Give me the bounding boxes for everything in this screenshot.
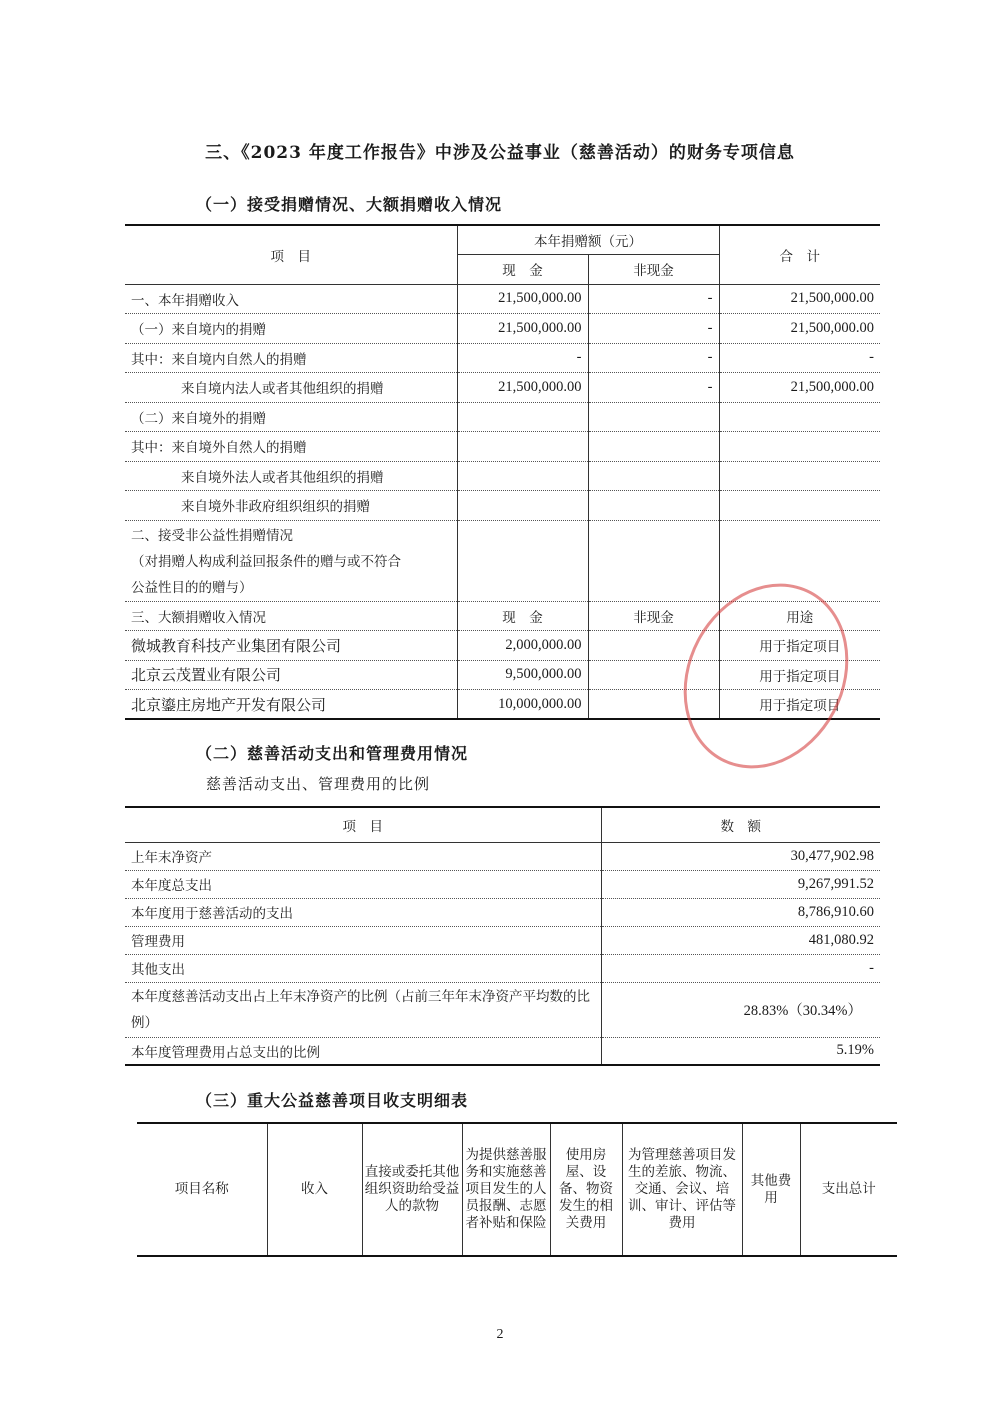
cell-use: 用于指定项目	[719, 690, 880, 720]
cell-cash: 21,500,000.00	[457, 314, 588, 344]
cell-noncash	[588, 520, 719, 601]
header-amount: 本年捐赠额（元）	[457, 225, 719, 255]
cell-cash: 10,000,000.00	[457, 690, 588, 720]
row-label: 上年末净资产	[125, 842, 601, 870]
large-donation-header	[125, 601, 880, 631]
cell-noncash: -	[588, 373, 719, 403]
cell-noncash	[588, 432, 719, 462]
table-row	[125, 898, 880, 926]
col-personnel: 为提供慈善服务和实施慈善项目发生的人员报酬、志愿者补贴和保险	[462, 1123, 550, 1256]
col-direct-aid: 直接或委托其他组织资助给受益人的款物	[362, 1123, 462, 1256]
row-value: 8,786,910.60	[601, 898, 880, 926]
nonpublic-line3: 公益性目的的赠与）	[131, 579, 253, 596]
row-value: 28.83%（30.34%）	[601, 982, 880, 1037]
cell-cash: 9,500,000.00	[457, 660, 588, 690]
table-row	[125, 926, 880, 954]
cell-total	[719, 520, 880, 601]
section2-title: （二）慈善活动支出和管理费用情况	[196, 744, 469, 763]
cell-cash: 21,500,000.00	[457, 373, 588, 403]
header-amount: 数 额	[601, 807, 880, 842]
cell-noncash	[588, 631, 719, 661]
nonpublic-label	[125, 520, 457, 601]
cell-cash: -	[457, 343, 588, 373]
section1-title: （一）接受捐赠情况、大额捐赠收入情况	[196, 195, 503, 214]
cell-total	[719, 432, 880, 462]
cell-total: 21,500,000.00	[719, 373, 880, 403]
cell-cash	[457, 402, 588, 432]
table-row	[125, 373, 880, 403]
row-value: 30,477,902.98	[601, 842, 880, 870]
header-item: 项 目	[125, 807, 601, 842]
header-total: 合 计	[719, 225, 880, 284]
row-label: 管理费用	[125, 926, 601, 954]
table-row	[125, 870, 880, 898]
row-label: 本年度总支出	[125, 870, 601, 898]
header-cash: 现 金	[457, 255, 588, 285]
row-label: （二）来自境外的捐赠	[125, 402, 457, 432]
cell-total	[719, 461, 880, 491]
col-facilities: 使用房屋、设备、物资发生的相关费用	[550, 1123, 622, 1256]
cell-total	[719, 402, 880, 432]
table-row	[125, 402, 880, 432]
header-noncash: 非现金	[588, 255, 719, 285]
section2-subtitle: 慈善活动支出、管理费用的比例	[206, 775, 431, 793]
cell-total	[719, 491, 880, 521]
cell-noncash	[588, 461, 719, 491]
col-project-name: 项目名称	[174, 1181, 229, 1197]
table-row	[125, 954, 880, 982]
cell-noncash	[588, 690, 719, 720]
row-label: 其他支出	[125, 954, 601, 982]
large-header-use: 用途	[719, 601, 880, 631]
table-header-row	[125, 225, 880, 255]
row-label: 来自境外非政府组织组织的捐赠	[125, 491, 457, 521]
table-header-row	[137, 1123, 897, 1256]
table-row	[125, 343, 880, 373]
row-label: 本年度用于慈善活动的支出	[125, 898, 601, 926]
report-heading: 三、《2023 年度工作报告》中涉及公益事业（慈善活动）的财务专项信息	[205, 143, 795, 163]
large-header-cash: 现 金	[457, 601, 588, 631]
row-label: 其中：来自境内自然人的捐赠	[125, 343, 457, 373]
row-label: 本年度慈善活动支出占上年末净资产的比例（占前三年年末净资产平均数的比例）	[125, 982, 601, 1037]
cell-noncash	[588, 660, 719, 690]
table-row	[125, 284, 880, 314]
table-row	[125, 842, 880, 870]
cell-cash	[457, 432, 588, 462]
table-row	[125, 982, 880, 1037]
row-value: 9,267,991.52	[601, 870, 880, 898]
row-label: 其中：来自境外自然人的捐赠	[125, 432, 457, 462]
cell-total: 21,500,000.00	[719, 314, 880, 344]
row-value: -	[601, 954, 880, 982]
cell-noncash: -	[588, 343, 719, 373]
cell-cash: 2,000,000.00	[457, 631, 588, 661]
row-label: 本年度管理费用占总支出的比例	[131, 1044, 320, 1061]
charity-expense-table	[125, 806, 880, 1066]
large-header-label: 三、大额捐赠收入情况	[125, 601, 457, 631]
donation-income-table	[125, 224, 880, 720]
nonpublic-line2: （对捐赠人构成利益回报条件的赠与或不符合	[131, 553, 401, 570]
cell-use: 用于指定项目	[719, 660, 880, 690]
cell-cash: 21,500,000.00	[457, 284, 588, 314]
section3-title: （三）重大公益慈善项目收支明细表	[196, 1091, 469, 1110]
col-other: 其他费用	[742, 1123, 800, 1256]
cell-use: 用于指定项目	[719, 631, 880, 661]
row-label: 来自境内法人或者其他组织的捐赠	[125, 373, 457, 403]
table-row	[125, 491, 880, 521]
cell-cash	[457, 491, 588, 521]
donor-name: 北京鎏庄房地产开发有限公司	[131, 695, 327, 714]
large-header-noncash: 非现金	[588, 601, 719, 631]
cell-noncash	[588, 402, 719, 432]
col-management: 为管理慈善项目发生的差旅、物流、交通、会议、培训、审计、评估等费用	[622, 1123, 742, 1256]
col-total-expense: 支出总计	[800, 1123, 897, 1256]
header-item: 项 目	[125, 225, 457, 284]
table-row	[125, 432, 880, 462]
donor-name: 微城教育科技产业集团有限公司	[125, 631, 457, 661]
row-value: 481,080.92	[601, 926, 880, 954]
table-header-row	[125, 807, 880, 842]
table-row	[125, 314, 880, 344]
row-label: 来自境外法人或者其他组织的捐赠	[125, 461, 457, 491]
cell-cash	[457, 520, 588, 601]
cell-noncash: -	[588, 284, 719, 314]
row-value: 5.19%	[601, 1037, 880, 1065]
major-project-table	[137, 1122, 897, 1257]
row-label: （一）来自境内的捐赠	[125, 314, 457, 344]
col-income: 收入	[267, 1123, 362, 1256]
cell-total: -	[719, 343, 880, 373]
cell-total: 21,500,000.00	[719, 284, 880, 314]
nonpublic-line1: 二、接受非公益性捐赠情况	[131, 527, 293, 544]
cell-noncash: -	[588, 314, 719, 344]
cell-noncash	[588, 491, 719, 521]
table-row	[125, 690, 880, 720]
table-row	[125, 461, 880, 491]
table-row	[125, 660, 880, 690]
table-row	[125, 631, 880, 661]
page-number: 2	[496, 1327, 504, 1342]
table-row-nonpublic	[125, 520, 880, 601]
cell-cash	[457, 461, 588, 491]
row-label: 一、本年捐赠收入	[125, 284, 457, 314]
table-row	[125, 1037, 880, 1065]
donor-name: 北京云茂置业有限公司	[125, 660, 457, 690]
